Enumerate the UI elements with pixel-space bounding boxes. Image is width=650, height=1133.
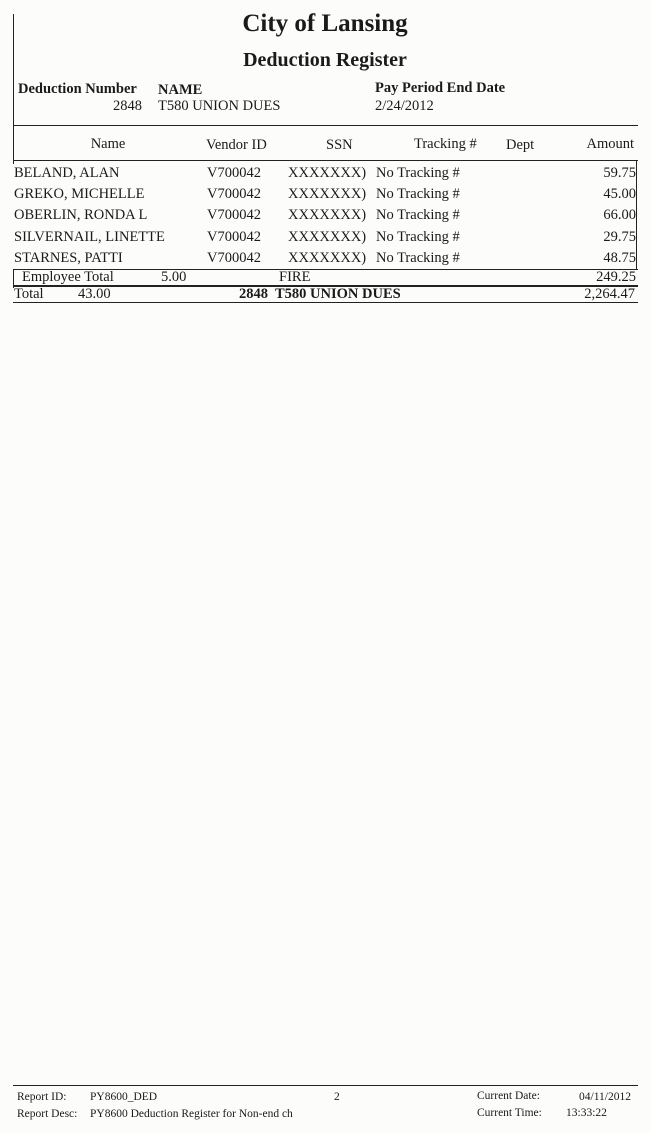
row-name: SILVERNAIL, LINETTE [14,229,165,245]
total-rule-bottom [13,302,638,303]
row-amount: 48.75 [603,250,636,266]
row-vendor-id: V700042 [207,186,261,202]
pay-period-value: 2/24/2012 [375,98,434,114]
col-header-tracking: Tracking # [414,136,477,152]
report-id-value: PY8600_DED [90,1091,158,1103]
row-name: GREKO, MICHELLE [14,186,145,202]
col-header-ssn: SSN [326,137,353,153]
row-ssn: XXXXXXX) [288,229,367,245]
row-tracking: No Tracking # [376,207,460,223]
deduction-name-value: T580 UNION DUES [158,98,281,114]
row-amount: 66.00 [603,207,636,223]
table-row [0,165,650,186]
col-header-vendor-id: Vendor ID [206,137,267,153]
report-desc-value: PY8600 Deduction Register for Non-end ch [90,1108,293,1120]
employee-total-label: Employee Total [22,269,114,285]
row-vendor-id: V700042 [207,165,261,181]
table-row [0,207,650,228]
current-date-value: 04/11/2012 [579,1091,631,1103]
total-label: Total [14,286,44,302]
row-vendor-id: V700042 [207,207,261,223]
report-id-label: Report ID: [17,1091,67,1103]
current-time-value: 13:33:22 [566,1107,607,1119]
row-ssn: XXXXXXX) [288,186,367,202]
row-ssn: XXXXXXX) [288,207,367,223]
total-row [0,286,650,307]
current-date-label: Current Date: [477,1090,540,1102]
report-title: Deduction Register [243,49,407,71]
deduction-name-label: NAME [158,82,203,98]
row-name: BELAND, ALAN [14,165,120,181]
table-rule-top [13,160,638,161]
row-vendor-id: V700042 [207,229,261,245]
employee-total-count: 5.00 [161,269,187,285]
employee-total-dept: FIRE [279,269,311,285]
col-header-dept: Dept [506,137,535,153]
pay-period-label: Pay Period End Date [375,80,506,96]
footer-rule [13,1085,638,1086]
row-tracking: No Tracking # [376,250,460,266]
total-count: 43.00 [78,286,111,302]
org-title: City of Lansing [242,10,408,37]
table-row [0,229,650,250]
left-margin-rule [13,14,14,164]
row-tracking: No Tracking # [376,165,460,181]
current-time-label: Current Time: [477,1107,542,1119]
col-header-name: Name [90,136,126,152]
table-row [0,250,650,271]
row-tracking: No Tracking # [376,186,460,202]
row-amount: 45.00 [603,186,636,202]
row-ssn: XXXXXXX) [288,165,367,181]
row-vendor-id: V700042 [207,250,261,266]
table-row [0,186,650,207]
total-desc: 2848 T580 UNION DUES [239,286,401,302]
col-header-amount: Amount [586,136,634,152]
row-amount: 29.75 [603,229,636,245]
header-rule-top [13,125,638,126]
report-desc-label: Report Desc: [17,1108,78,1120]
employee-total-amount: 249.25 [596,269,636,285]
total-amount: 2,264.47 [584,286,635,302]
row-name: STARNES, PATTI [14,250,123,266]
row-tracking: No Tracking # [376,229,460,245]
deduction-number-label: Deduction Number [18,81,137,97]
page-number: 2 [334,1091,340,1103]
row-name: OBERLIN, RONDA L [14,207,148,223]
row-ssn: XXXXXXX) [288,250,367,266]
deduction-number-value: 2848 [113,98,142,114]
row-amount: 59.75 [603,165,636,181]
